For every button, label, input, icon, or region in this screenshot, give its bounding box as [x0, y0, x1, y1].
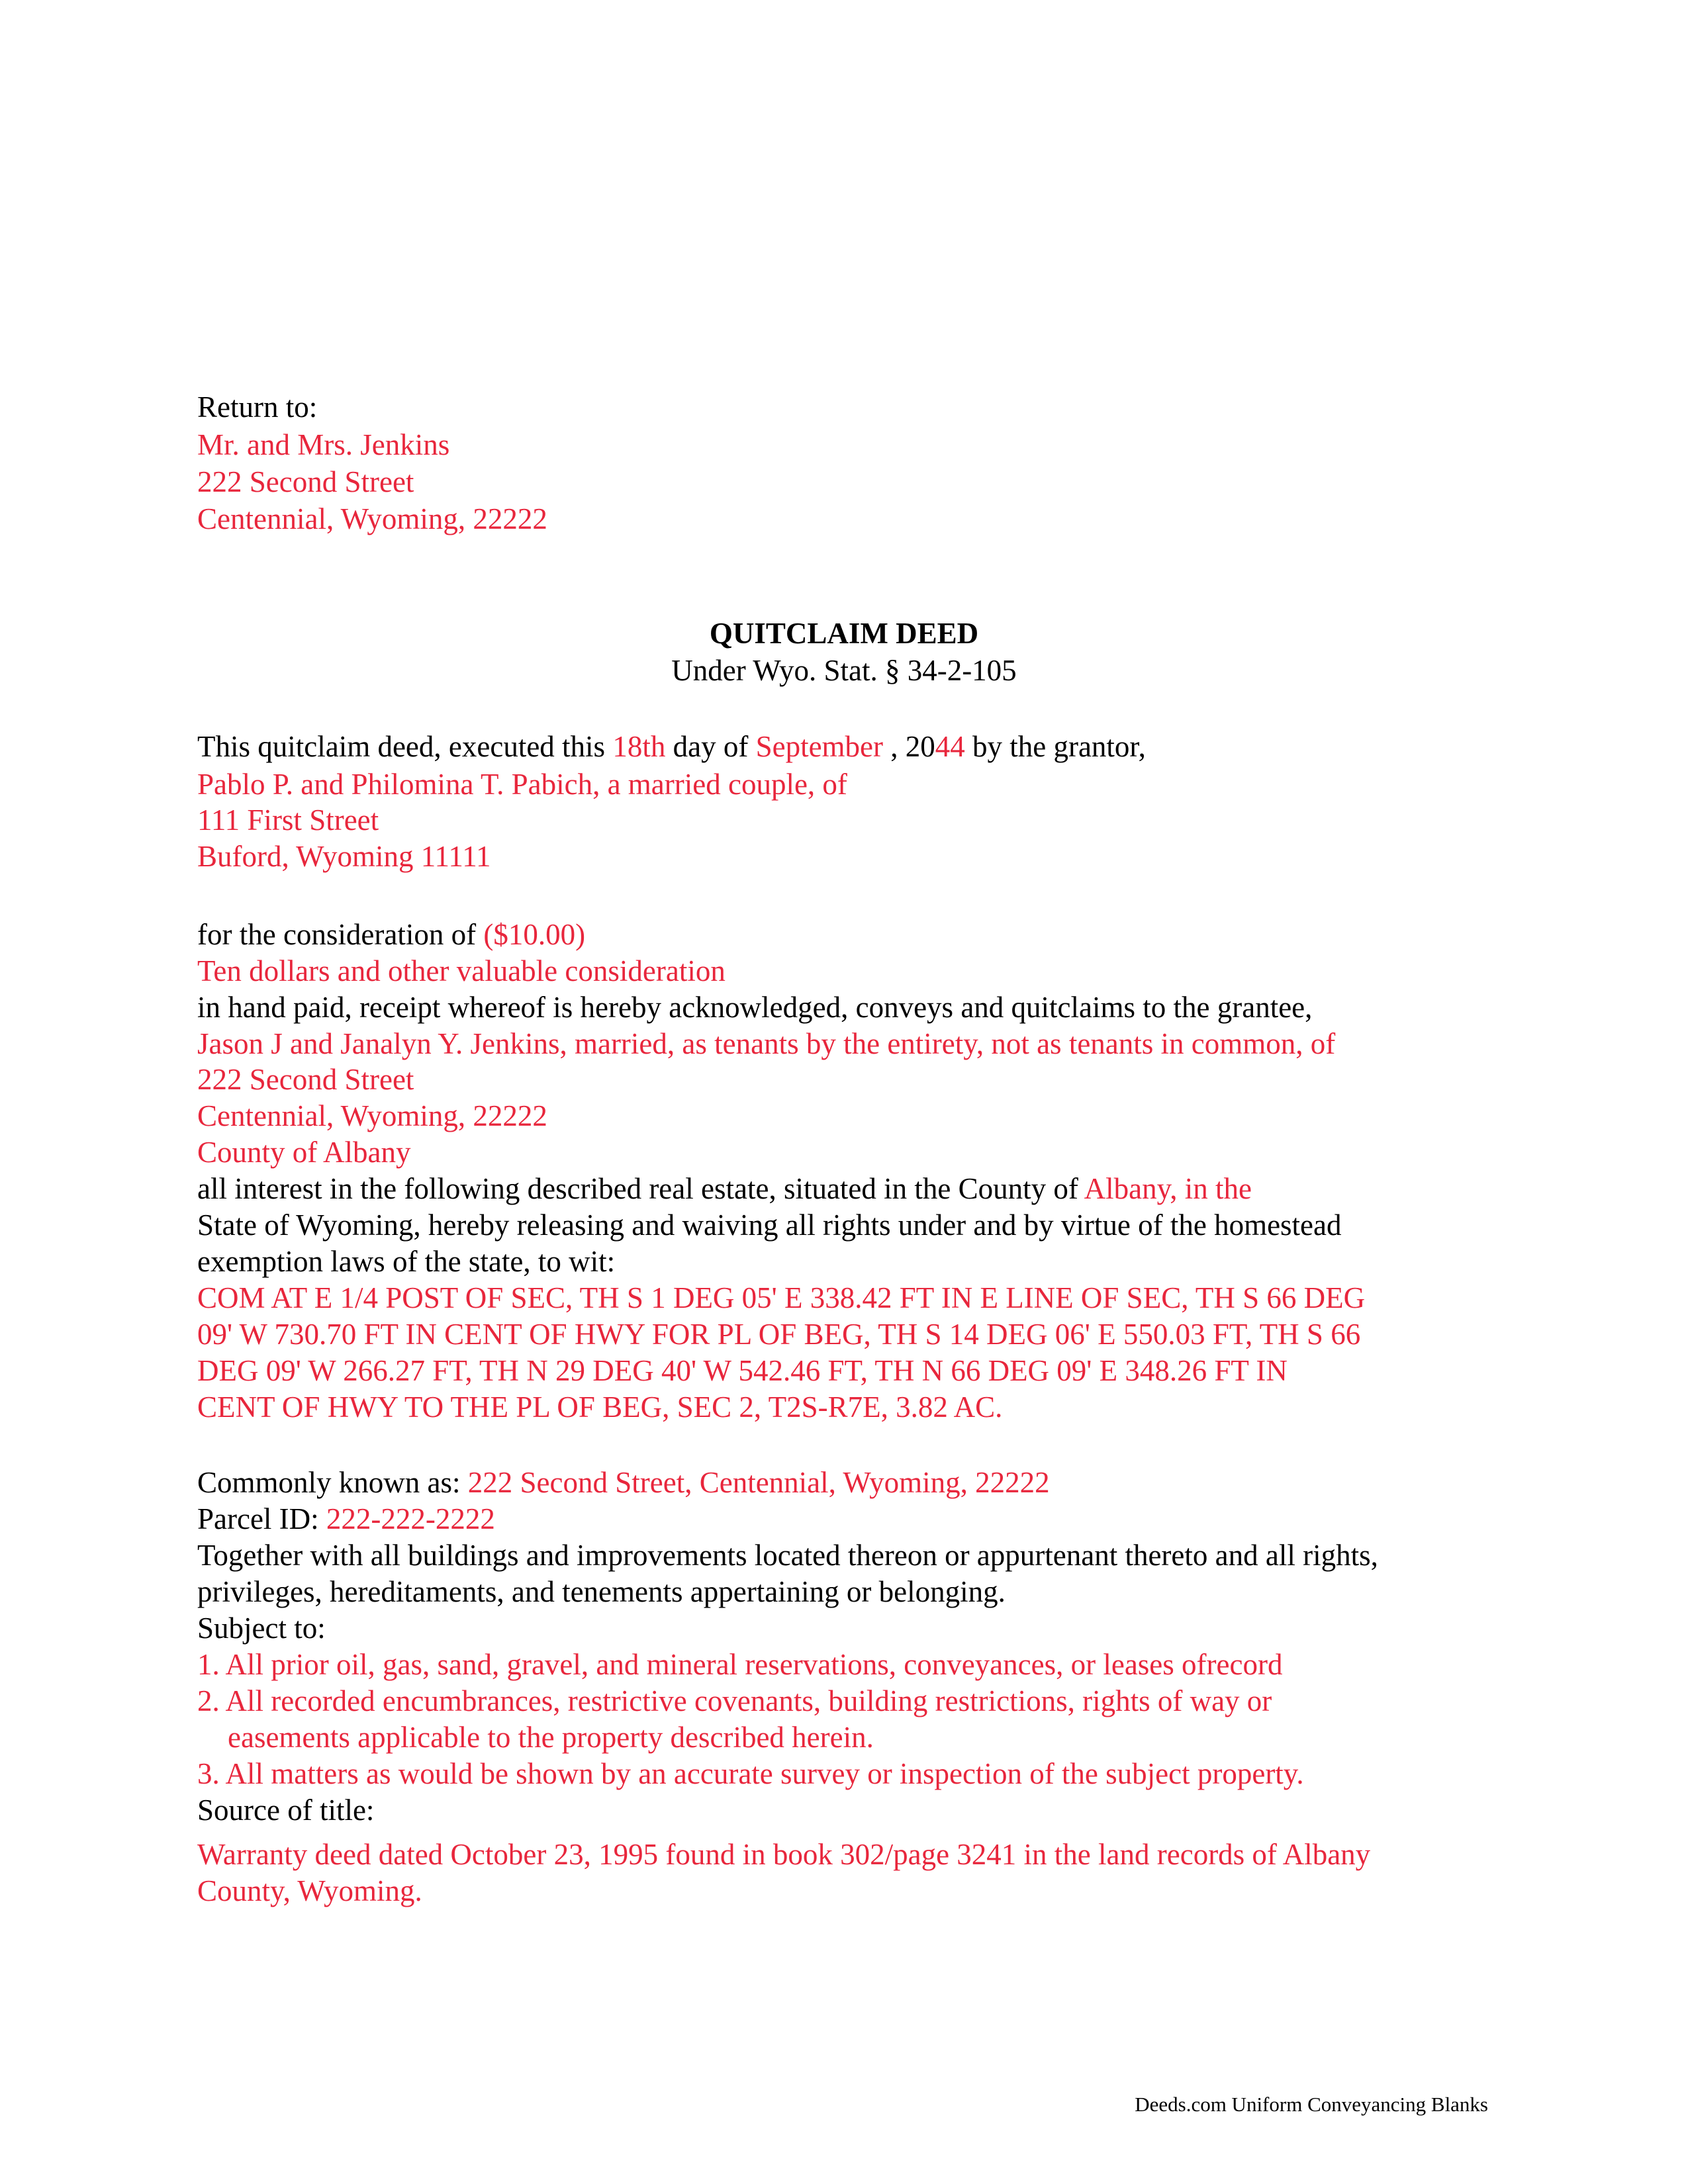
return-to-city: Centennial, Wyoming, 22222	[197, 502, 547, 535]
exception-item-2-cont: easements applicable to the property described herein.	[228, 1721, 874, 1754]
interest-line-3: exemption laws of the state, to wit:	[197, 1245, 616, 1278]
commonly-known-line	[197, 1464, 1050, 1501]
execution-day-of: day of	[665, 730, 756, 763]
execution-by-grantor: by the grantor,	[964, 730, 1146, 763]
legal-description-line: CENT OF HWY TO THE PL OF BEG, SEC 2, T2S-R7E, 3.82 AC.	[197, 1390, 1003, 1424]
execution-year-suffix: 44	[935, 730, 965, 763]
interest-line-1	[197, 1170, 1252, 1207]
consideration-amount: ($10.00)	[483, 918, 586, 951]
deed-statute: Under Wyo. Stat. § 34-2-105	[671, 654, 1017, 687]
grantee-county: County of Albany	[197, 1136, 411, 1169]
return-to-street: 222 Second Street	[197, 465, 414, 498]
source-of-title-line-2: County, Wyoming.	[197, 1874, 422, 1907]
footer-text: Deeds.com Uniform Conveyancing Blanks	[1135, 2093, 1488, 2116]
execution-year-prefix: , 20	[883, 730, 935, 763]
source-of-title-label: Source of title:	[197, 1794, 375, 1827]
parcel-id-label: Parcel ID:	[197, 1502, 326, 1535]
consideration-line	[197, 916, 585, 953]
return-to-name: Mr. and Mrs. Jenkins	[197, 428, 450, 461]
commonly-known-label: Commonly known as:	[197, 1466, 468, 1499]
legal-description-line: 09' W 730.70 FT IN CENT OF HWY FOR PL OF BEG, TH S 14 DEG 06' E 550.03 FT, TH S 66	[197, 1318, 1361, 1351]
exception-item-1: 1. All prior oil, gas, sand, gravel, and mineral reservations, conveyances, or leases ofrecord	[197, 1648, 1283, 1681]
legal-description-line: DEG 09' W 266.27 FT, TH N 29 DEG 40' W 542.46 FT, TH N 66 DEG 09' E 348.26 FT IN	[197, 1354, 1288, 1387]
interest-county: Albany, in the	[1084, 1172, 1252, 1205]
parcel-id-value: 222-222-2222	[326, 1502, 495, 1535]
commonly-known-value: 222 Second Street, Centennial, Wyoming, 22222	[467, 1466, 1050, 1499]
execution-month: September	[755, 730, 883, 763]
grantor-city: Buford, Wyoming 11111	[197, 840, 491, 873]
together-line-2: privileges, hereditaments, and tenements appertaining or belonging.	[197, 1575, 1006, 1608]
grantee-street: 222 Second Street	[197, 1063, 414, 1096]
consideration-receipt: in hand paid, receipt whereof is hereby acknowledged, conveys and quitclaims to the grantee,	[197, 991, 1313, 1024]
grantee-name: Jason J and Janalyn Y. Jenkins, married, as tenants by the entirety, not as tenants in common, of	[197, 1027, 1336, 1060]
consideration-intro: for the consideration of	[197, 918, 484, 951]
execution-intro: This quitclaim deed, executed this	[197, 730, 613, 763]
exception-item-3: 3. All matters as would be shown by an accurate survey or inspection of the subject property.	[197, 1757, 1304, 1790]
exception-item-2: 2. All recorded encumbrances, restrictive covenants, building restrictions, rights of way or	[197, 1684, 1272, 1717]
return-to-label: Return to:	[197, 390, 318, 424]
together-line-1: Together with all buildings and improvements located thereon or appurtenant thereto and all rights,	[197, 1539, 1378, 1572]
interest-line-2: State of Wyoming, hereby releasing and waiving all rights under and by virtue of the homestead	[197, 1208, 1342, 1242]
consideration-words: Ten dollars and other valuable consideration	[197, 954, 726, 987]
legal-description-line: COM AT E 1/4 POST OF SEC, TH S 1 DEG 05' E 338.42 FT IN E LINE OF SEC, TH S 66 DEG	[197, 1281, 1366, 1314]
interest-intro: all interest in the following described real estate, situated in the County of	[197, 1172, 1084, 1205]
execution-day: 18th	[612, 730, 666, 763]
grantor-name: Pablo P. and Philomina T. Pabich, a married couple, of	[197, 768, 847, 801]
deed-title: QUITCLAIM DEED	[709, 617, 979, 650]
grantee-city: Centennial, Wyoming, 22222	[197, 1099, 547, 1132]
subject-to-label: Subject to:	[197, 1612, 326, 1645]
parcel-id-line	[197, 1500, 495, 1537]
execution-line	[197, 728, 1146, 765]
source-of-title-line-1: Warranty deed dated October 23, 1995 found in book 302/page 3241 in the land records of Albany	[197, 1838, 1371, 1871]
grantor-street: 111 First Street	[197, 803, 379, 837]
